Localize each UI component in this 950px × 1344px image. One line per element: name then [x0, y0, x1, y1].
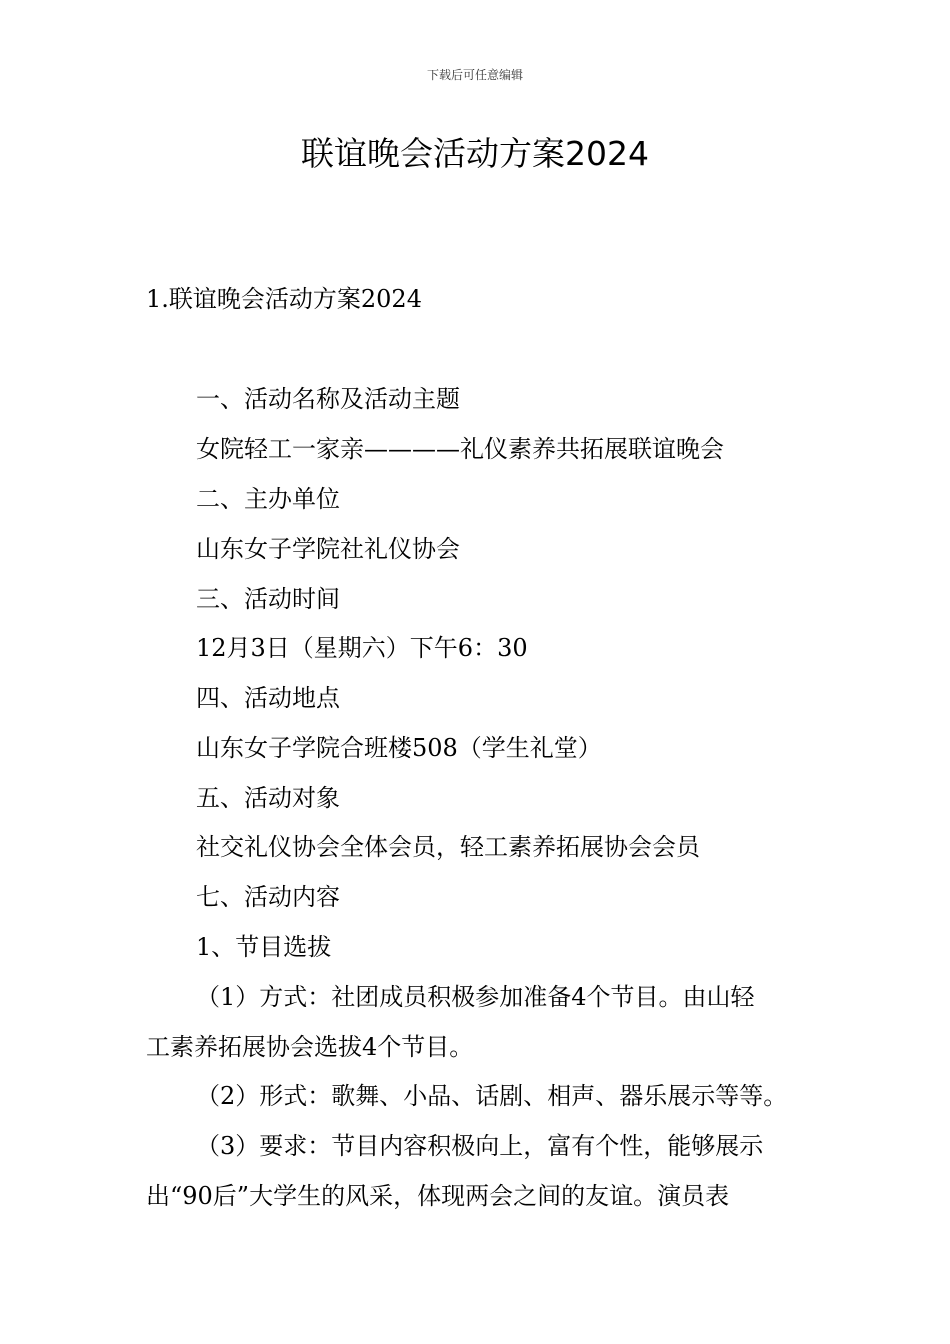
paragraph-requirements-line1: （3）要求：节目内容积极向上，富有个性，能够展示 [196, 1132, 764, 1160]
paragraph-method-line2: 工素养拓展协会选拔4个节目。 [146, 1033, 474, 1061]
activity-name-text: 女院轻工一家亲————礼仪素养共拓展联谊晚会 [196, 435, 724, 463]
subheading-program-selection: 1、节目选拔 [196, 933, 332, 961]
heading-time: 三、活动时间 [196, 585, 340, 613]
organizer-text: 山东女子学院社礼仪协会 [196, 535, 460, 563]
paragraph-method-line1: （1）方式：社团成员积极参加准备4个节目。由山轻 [196, 983, 755, 1011]
document-title: 联谊晚会活动方案2024 [301, 134, 649, 173]
audience-text: 社交礼仪协会全体会员，轻工素养拓展协会会员 [196, 833, 700, 861]
heading-organizer: 二、主办单位 [196, 485, 340, 513]
paragraph-form-line1: （2）形式：歌舞、小品、话剧、相声、器乐展示等等。 [196, 1082, 788, 1110]
heading-audience: 五、活动对象 [196, 784, 340, 812]
heading-location: 四、活动地点 [196, 684, 340, 712]
heading-content: 七、活动内容 [196, 883, 340, 911]
section-heading: 1.联谊晚会活动方案2024 [146, 285, 422, 313]
location-text: 山东女子学院合班楼508（学生礼堂） [196, 734, 602, 762]
time-text: 12月3日（星期六）下午6：30 [196, 634, 528, 662]
paragraph-requirements-line2: 出“90后”大学生的风采，体现两会之间的友谊。演员表 [146, 1182, 730, 1210]
header-note: 下载后可任意编辑 [426, 68, 523, 82]
heading-activity-name: 一、活动名称及活动主题 [196, 385, 460, 413]
